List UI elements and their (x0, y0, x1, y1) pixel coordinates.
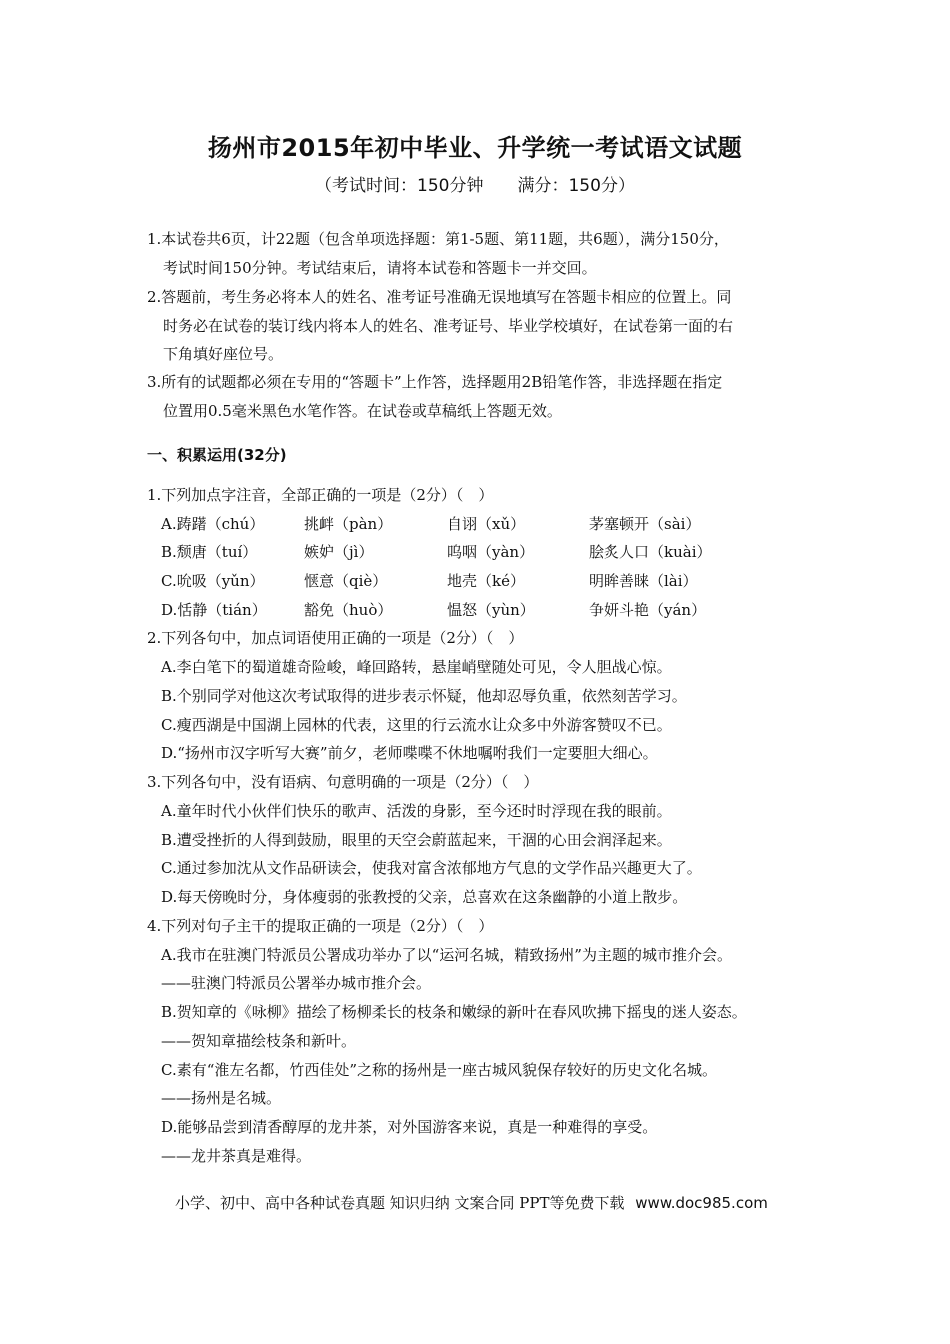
q4-answer: ——龙井茶真是难得。 (161, 1147, 312, 1165)
question-3-stem: 3.下列各句中，没有语病、句意明确的一项是（2分）（ ） (147, 773, 539, 791)
q1-option: A.踌躇（chú） (161, 515, 265, 533)
q3-option: C.通过参加沈从文作品研读会，使我对富含浓郁地方气息的文学作品兴趣更大了。 (161, 859, 702, 877)
q4-answer: ——贺知章描绘枝条和新叶。 (161, 1032, 357, 1050)
q1-option: C.吮吸（yǔn） (161, 572, 265, 590)
q4-option: D.能够品尝到清香醇厚的龙井茶，对外国游客来说，真是一种难得的享受。 (161, 1118, 658, 1136)
q3-option: A.童年时代小伙伴们快乐的歌声、活泼的身影，至今还时时浮现在我的眼前。 (161, 802, 672, 820)
q2-option: A.李白笔下的蜀道雄奇险峻，峰回路转，悬崖峭壁随处可见，令人胆战心惊。 (161, 658, 672, 676)
instruction-line: 2.答题前，考生务必将本人的姓名、准考证号准确无误地填写在答题卡相应的位置上。同 (147, 288, 732, 306)
q1-option: 豁免（huò） (304, 601, 393, 619)
q4-answer: ——扬州是名城。 (161, 1089, 282, 1107)
instruction-line: 位置用0.5毫米黑色水笔作答。在试卷或草稿纸上答题无效。 (163, 402, 562, 420)
q1-option: 明眸善睐（lài） (589, 572, 698, 590)
q4-option: A.我市在驻澳门特派员公署成功举办了以“运河名城，精致扬州”为主题的城市推介会。 (161, 946, 732, 964)
footer-link[interactable]: www.doc985.com (635, 1194, 768, 1212)
q1-option: 愠怒（yùn） (447, 601, 535, 619)
question-2-stem: 2.下列各句中，加点词语使用正确的一项是（2分）（ ） (147, 629, 524, 647)
q1-option: 脍炙人口（kuài） (589, 543, 712, 561)
q1-option: 自诩（xǔ） (447, 515, 526, 533)
q4-answer: ——驻澳门特派员公署举办城市推介会。 (161, 974, 432, 992)
instruction-line: 时务必在试卷的装订线内将本人的姓名、准考证号、毕业学校填好，在试卷第一面的右 (163, 317, 734, 335)
question-4-stem: 4.下列对句子主干的提取正确的一项是（2分）（ ） (147, 917, 494, 935)
q1-option: 惬意（qiè） (304, 572, 388, 590)
instruction-line: 1.本试卷共6页，计22题（包含单项选择题：第1-5题、第11题，共6题），满分150分， (147, 230, 729, 248)
q1-option: 嫉妒（jì） (304, 543, 374, 561)
q3-option: D.每天傍晚时分，身体瘦弱的张教授的父亲，总喜欢在这条幽静的小道上散步。 (161, 888, 688, 906)
q1-option: 争妍斗艳（yán） (589, 601, 707, 619)
q4-option: C.素有“淮左名都，竹西佳处”之称的扬州是一座古城风貌保存较好的历史文化名城。 (161, 1061, 718, 1079)
instruction-line: 下角填好座位号。 (163, 345, 284, 363)
q1-option: 地壳（ké） (447, 572, 525, 590)
q4-option: B.贺知章的《咏柳》描绘了杨柳柔长的枝条和嫩绿的新叶在春风吹拂下摇曳的迷人姿态。 (161, 1003, 747, 1021)
section-heading: 一、积累运用(32分) (147, 446, 287, 464)
question-1-stem: 1.下列加点字注音，全部正确的一项是（2分）（ ） (147, 486, 494, 504)
q2-option: D.“扬州市汉字听写大赛”前夕，老师喋喋不休地嘱咐我们一定要胆大细心。 (161, 744, 658, 762)
instruction-line: 考试时间150分钟。考试结束后，请将本试卷和答题卡一并交回。 (163, 259, 597, 277)
q2-option: C.瘦西湖是中国湖上园林的代表，这里的行云流水让众多中外游客赞叹不已。 (161, 716, 672, 734)
footer (175, 1192, 768, 1213)
q1-option: 茅塞顿开（sài） (589, 515, 701, 533)
page-title: 扬州市2015年初中毕业、升学统一考试语文试题 (207, 134, 743, 162)
q3-option: B.遭受挫折的人得到鼓励，眼里的天空会蔚蓝起来，干涸的心田会润泽起来。 (161, 831, 672, 849)
q1-option: 呜咽（yàn） (447, 543, 535, 561)
footer-text: 小学、初中、高中各种试卷真题 知识归纳 文案合同 PPT等免费下载 (175, 1194, 625, 1212)
instruction-line: 3.所有的试题都必须在专用的“答题卡”上作答，选择题用2B铅笔作答，非选择题在指定 (147, 373, 723, 391)
q1-option: D.恬静（tián） (161, 601, 267, 619)
q1-option: B.颓唐（tuí） (161, 543, 258, 561)
exam-info: （考试时间：150分钟 满分：150分） (315, 176, 635, 196)
q1-option: 挑衅（pàn） (304, 515, 393, 533)
q2-option: B.个别同学对他这次考试取得的进步表示怀疑，他却忍辱负重，依然刻苦学习。 (161, 687, 687, 705)
